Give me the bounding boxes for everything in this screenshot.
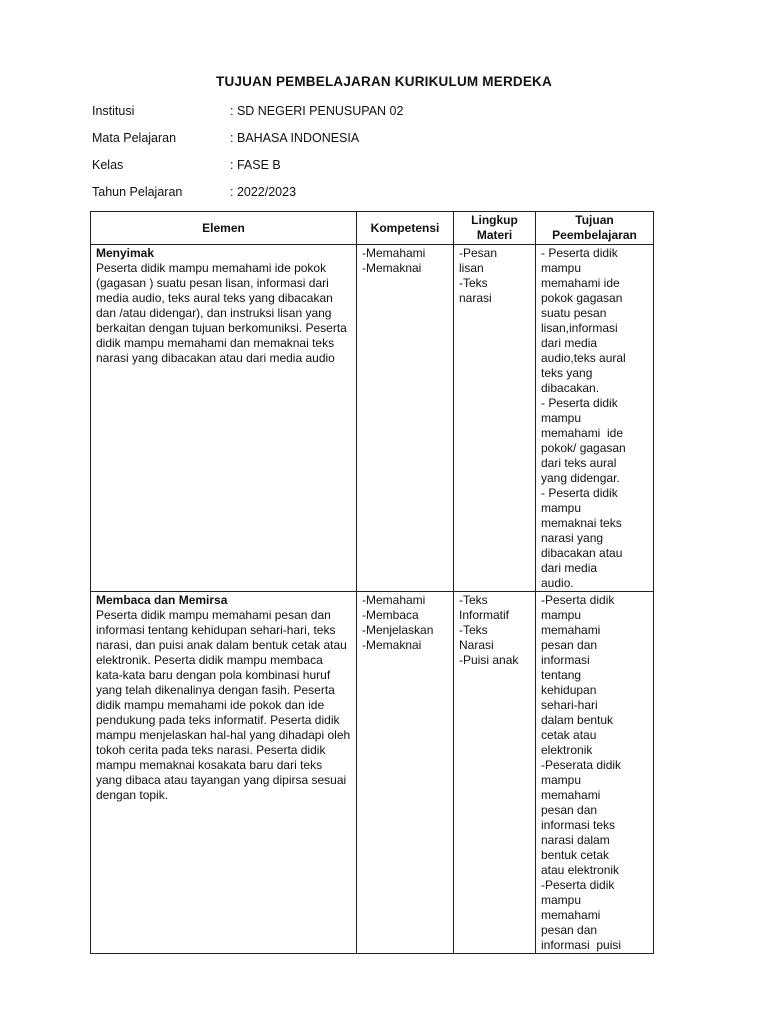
cell-line: -Peserata didik bbox=[541, 758, 622, 772]
cell-line: -Menjelaskan bbox=[362, 623, 434, 637]
elemen-cell bbox=[91, 245, 357, 592]
elemen-description: Peserta didik mampu memahami pesan dan informasi tentang kehidupan sehari-hari, teks narasi, dan puisi anak dalam bentuk cetak atau elektronik. Peserta didik mampu membaca kata-kata baru dengan pola kombinasi huruf yang telah dikenalinya dengan fasih. Peserta didik mampu memahami ide pokok dan ide pendukung pada teks informatif. Peserta didik mampu menjelaskan hal-hal yang dihadapi oleh tokoh cerita pada teks narasi. Peserta didik mampu memaknai kosakata baru dari teks yang dibaca atau tayangan yang dipirsa sesuai dengan topik. bbox=[96, 608, 351, 802]
cell-line: -Teks bbox=[459, 276, 488, 290]
meta-row-kelas bbox=[92, 157, 652, 184]
cell-line: memaknai teks bbox=[541, 516, 622, 530]
cell-line: lisan bbox=[459, 261, 484, 275]
cell-line: pesan dan bbox=[541, 923, 598, 937]
cell-line: audio,teks aural bbox=[541, 351, 626, 365]
cell-line: informasi teks bbox=[541, 818, 616, 832]
lingkup-materi-cell bbox=[454, 245, 536, 592]
cell-line: pesan dan bbox=[541, 638, 598, 652]
cell-line: -Memahami bbox=[362, 593, 426, 607]
cell-line: -Pesan bbox=[459, 246, 498, 260]
kompetensi-cell bbox=[357, 592, 454, 954]
cell-line: memahami bbox=[541, 788, 601, 802]
meta-value: : FASE B bbox=[230, 158, 281, 172]
table-row bbox=[91, 245, 654, 592]
cell-line: dari teks aural bbox=[541, 456, 617, 470]
cell-line: - Peserta didik bbox=[541, 396, 618, 410]
cell-line: memahami ide bbox=[541, 276, 620, 290]
cell-line: mampu bbox=[541, 501, 582, 515]
cell-line: narasi bbox=[459, 291, 492, 305]
cell-line: mampu bbox=[541, 608, 582, 622]
cell-line: - Peserta didik bbox=[541, 486, 618, 500]
elemen-title: Menyimak bbox=[96, 246, 155, 260]
header-kompetensi: Kompetensi bbox=[357, 212, 454, 245]
cell-line: lisan,informasi bbox=[541, 321, 618, 335]
table-header-row bbox=[91, 212, 654, 245]
cell-line: memahami bbox=[541, 623, 601, 637]
cell-line: mampu bbox=[541, 261, 582, 275]
cell-line: dibacakan atau bbox=[541, 546, 623, 560]
cell-line: bentuk cetak bbox=[541, 848, 610, 862]
cell-line: -Peserta didik bbox=[541, 878, 615, 892]
cell-line: dibacakan. bbox=[541, 381, 600, 395]
cell-line: yang didengar. bbox=[541, 471, 620, 485]
header-elemen: Elemen bbox=[91, 212, 357, 245]
cell-line: Informatif bbox=[459, 608, 510, 622]
cell-line: mampu bbox=[541, 893, 582, 907]
cell-line: atau elektronik bbox=[541, 863, 620, 877]
cell-line: informasi bbox=[541, 653, 590, 667]
meta-label: Institusi bbox=[92, 104, 135, 118]
kompetensi-cell bbox=[357, 245, 454, 592]
cell-line: informasi puisi bbox=[541, 938, 622, 952]
elemen-title: Membaca dan Memirsa bbox=[96, 593, 228, 607]
cell-line: pokok/ gagasan bbox=[541, 441, 626, 455]
cell-line: dari media bbox=[541, 561, 598, 575]
cell-line: memahami ide bbox=[541, 426, 624, 440]
cell-line: dari media bbox=[541, 336, 598, 350]
meta-row-institusi bbox=[92, 103, 652, 130]
tujuan-cell bbox=[536, 245, 654, 592]
meta-label: Kelas bbox=[92, 158, 124, 172]
cell-line: -Memaknai bbox=[362, 261, 422, 275]
meta-value: : BAHASA INDONESIA bbox=[230, 131, 360, 145]
tujuan-cell bbox=[536, 592, 654, 954]
meta-label: Tahun Pelajaran bbox=[92, 185, 183, 199]
header-tujuan-pembelajaran: Tujuan Peembelajaran bbox=[536, 212, 654, 245]
cell-line: cetak atau bbox=[541, 728, 597, 742]
learning-objectives-table bbox=[90, 211, 654, 954]
document-meta bbox=[92, 103, 652, 211]
cell-line: Narasi bbox=[459, 638, 494, 652]
elemen-description: Peserta didik mampu memahami ide pokok (gagasan ) suatu pesan lisan, informasi dari media audio, teks aural teks yang dibacakan dan /atau didengar), dan instruksi lisan yang berkaitan dengan tujuan berkomuniksi. Peserta didik mampu memahami dan memaknai teks narasi yang dibacakan atau dari media audio bbox=[96, 261, 347, 365]
cell-line: -Teks bbox=[459, 593, 488, 607]
table-row bbox=[91, 592, 654, 954]
cell-line: memahami bbox=[541, 908, 601, 922]
meta-value: : 2022/2023 bbox=[230, 185, 297, 199]
cell-line: kehidupan bbox=[541, 683, 597, 697]
cell-line: suatu pesan bbox=[541, 306, 607, 320]
lingkup-materi-cell bbox=[454, 592, 536, 954]
cell-line: teks yang bbox=[541, 366, 593, 380]
cell-line: mampu bbox=[541, 411, 582, 425]
cell-line: tentang bbox=[541, 668, 582, 682]
meta-label: Mata Pelajaran bbox=[92, 131, 177, 145]
cell-line: -Teks bbox=[459, 623, 488, 637]
cell-line: dalam bentuk bbox=[541, 713, 614, 727]
header-lingkup-materi: Lingkup Materi bbox=[454, 212, 536, 245]
cell-line: sehari-hari bbox=[541, 698, 598, 712]
elemen-cell bbox=[91, 592, 357, 954]
meta-value: : SD NEGERI PENUSUPAN 02 bbox=[230, 104, 404, 118]
cell-line: elektronik bbox=[541, 743, 593, 757]
cell-line: -Memahami bbox=[362, 246, 426, 260]
cell-line: - Peserta didik bbox=[541, 246, 618, 260]
meta-row-tahun-pelajaran bbox=[92, 184, 652, 211]
cell-line: audio. bbox=[541, 576, 574, 590]
cell-line: -Peserta didik bbox=[541, 593, 615, 607]
cell-line: narasi dalam bbox=[541, 833, 610, 847]
cell-line: pokok gagasan bbox=[541, 291, 623, 305]
meta-row-mata-pelajaran bbox=[92, 130, 652, 157]
cell-line: narasi yang bbox=[541, 531, 604, 545]
cell-line: -Membaca bbox=[362, 608, 419, 622]
page-title: TUJUAN PEMBELAJARAN KURIKULUM MERDEKA bbox=[216, 74, 552, 89]
cell-line: pesan dan bbox=[541, 803, 598, 817]
cell-line: mampu bbox=[541, 773, 582, 787]
cell-line: -Memaknai bbox=[362, 638, 422, 652]
cell-line: -Puisi anak bbox=[459, 653, 519, 667]
